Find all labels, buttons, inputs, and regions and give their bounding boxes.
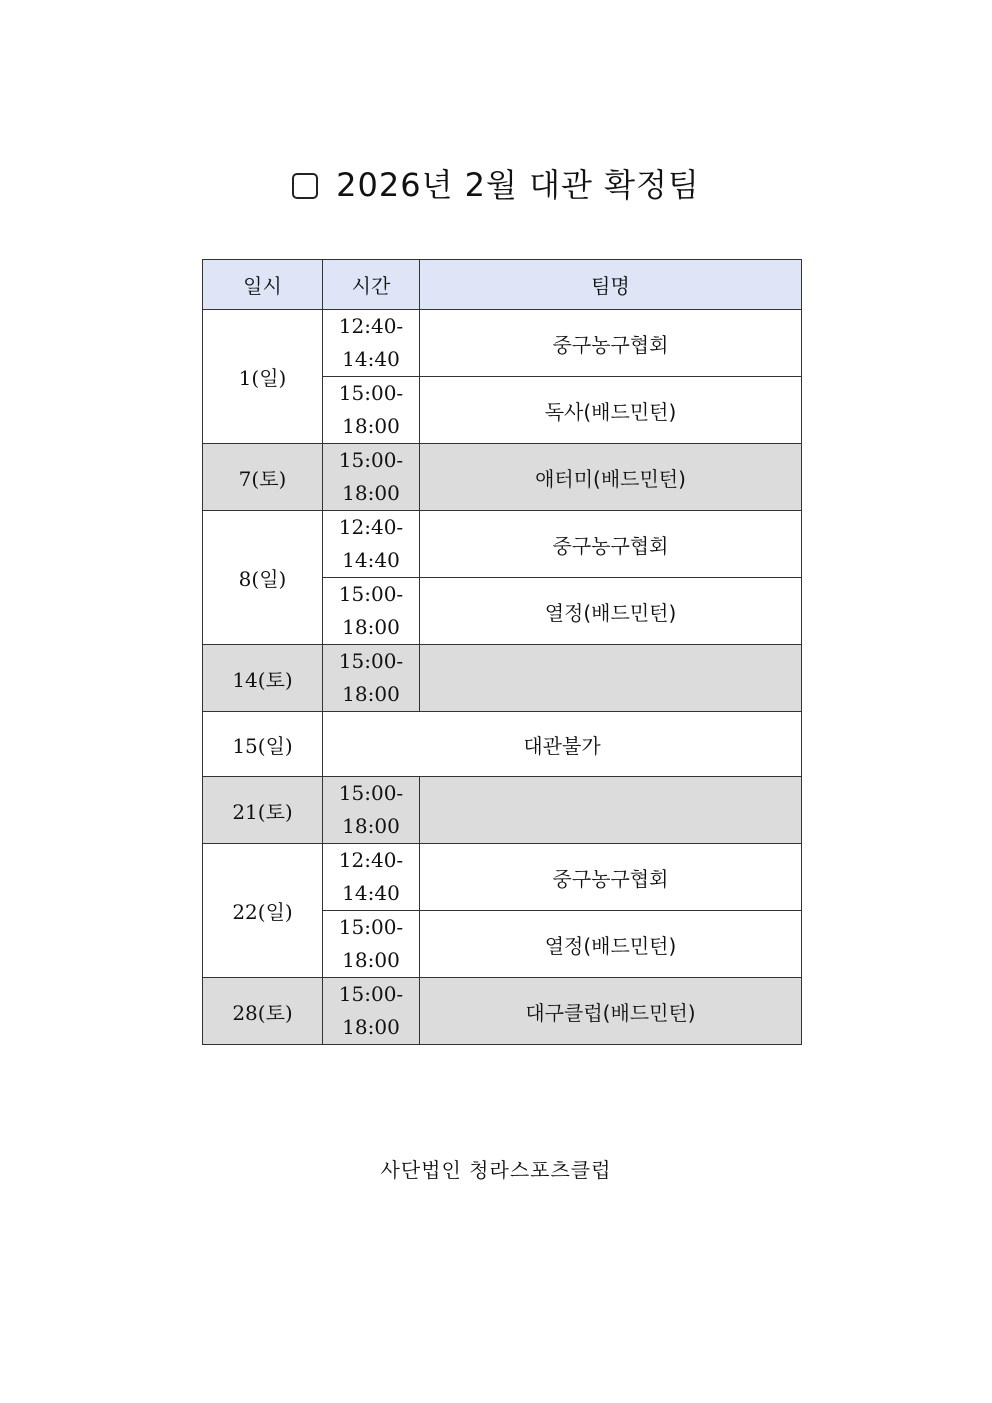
time-cell: 15:00- 18:00 [323,911,420,978]
date-cell: 28(토) [203,978,323,1045]
checkbox-icon [292,173,318,199]
team-cell: 중구농구협회 [420,511,802,578]
time-cell: 15:00- 18:00 [323,777,420,844]
team-cell [420,645,802,712]
header-time: 시간 [323,260,420,310]
date-cell: 8(일) [203,511,323,645]
time-cell: 15:00- 18:00 [323,377,420,444]
date-cell: 1(일) [203,310,323,444]
table-row [203,645,802,712]
team-cell: 중구농구협회 [420,310,802,377]
page-title-text: 2026년 2월 대관 확정팀 [336,166,700,204]
page-title [0,160,992,206]
table-row [203,511,802,578]
team-cell: 대구클럽(배드민턴) [420,978,802,1045]
date-cell: 22(일) [203,844,323,978]
date-cell: 14(토) [203,645,323,712]
time-cell: 15:00- 18:00 [323,645,420,712]
table-row [203,712,802,777]
team-cell: 열정(배드민턴) [420,578,802,645]
date-cell: 7(토) [203,444,323,511]
table-row [203,844,802,911]
rental-schedule-table [202,259,802,1045]
time-cell: 15:00- 18:00 [323,444,420,511]
organization-name: 사단법인 청라스포츠클럽 [380,1158,612,1182]
closed-cell: 대관불가 [323,712,802,777]
team-cell: 애터미(배드민턴) [420,444,802,511]
date-cell: 21(토) [203,777,323,844]
table-row [203,978,802,1045]
team-cell: 독사(배드민턴) [420,377,802,444]
table-row [203,444,802,511]
time-cell: 12:40- 14:40 [323,844,420,911]
header-date: 일시 [203,260,323,310]
time-cell: 15:00- 18:00 [323,978,420,1045]
time-cell: 12:40- 14:40 [323,511,420,578]
team-cell: 중구농구협회 [420,844,802,911]
header-team: 팀명 [420,260,802,310]
team-cell: 열정(배드민턴) [420,911,802,978]
table-row [203,310,802,377]
table-row [203,777,802,844]
time-cell: 15:00- 18:00 [323,578,420,645]
table-header-row [203,260,802,310]
date-cell: 15(일) [203,712,323,777]
team-cell [420,777,802,844]
time-cell: 12:40- 14:40 [323,310,420,377]
